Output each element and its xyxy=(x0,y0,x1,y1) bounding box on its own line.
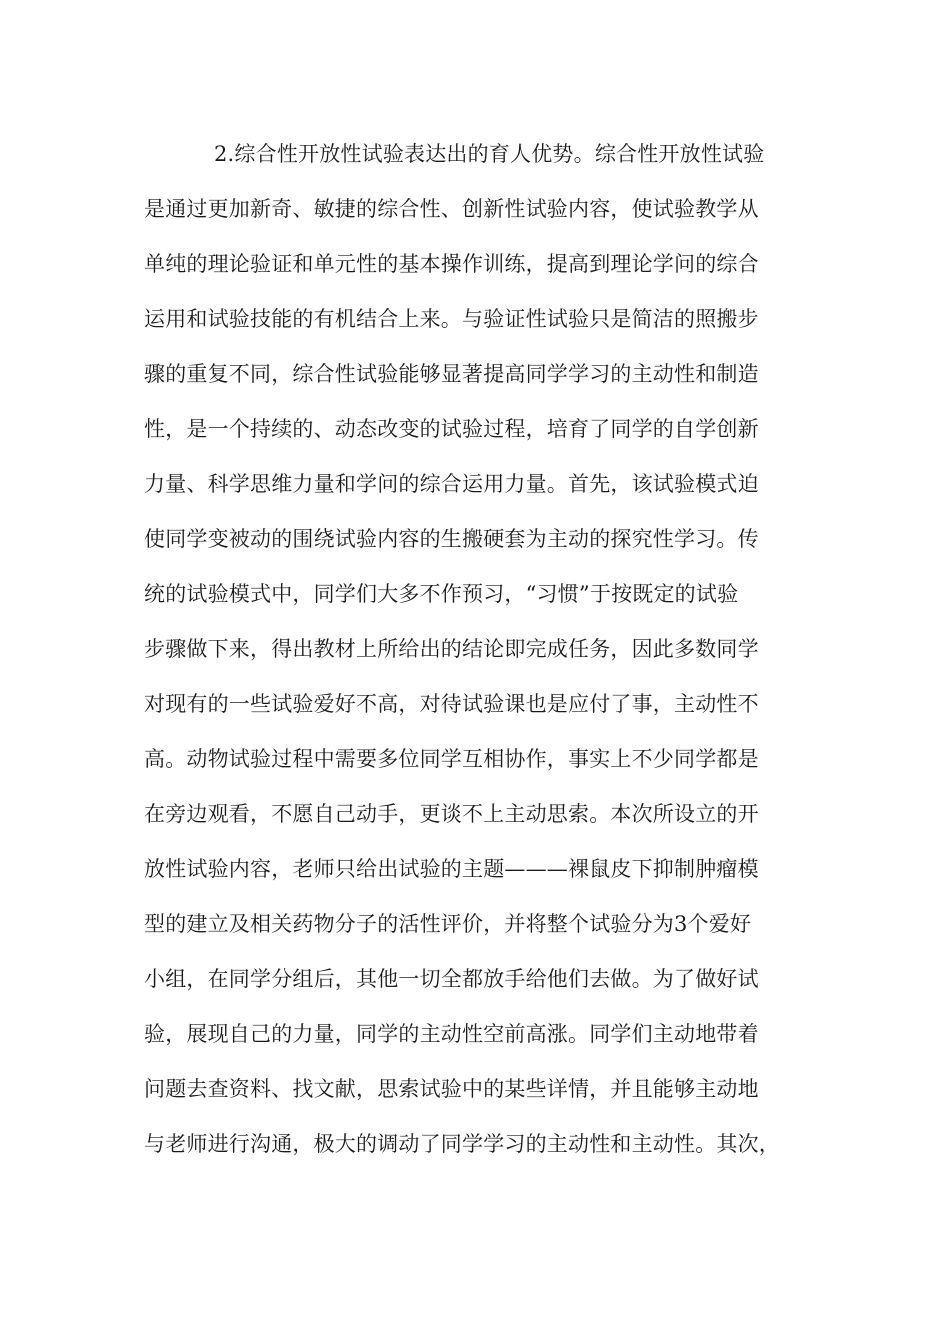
text-line: 单纯的理论验证和单元性的基本操作训练，提高到理论学问的综合 xyxy=(144,252,759,276)
text-line: 是通过更加新奇、敏捷的综合性、创新性试验内容，使试验教学从 xyxy=(144,197,759,221)
text-line: 与老师进行沟通，极大的调动了同学学习的主动性和主动性。其次， xyxy=(144,1132,780,1156)
text-line: 统的试验模式中，同学们大多不作预习，“习惯”于按既定的试验 xyxy=(144,582,739,606)
text-line: 力量、科学思维力量和学问的综合运用力量。首先，该试验模式迫 xyxy=(144,472,759,496)
text-line: 问题去查资料、找文献，思索试验中的某些详情，并且能够主动地 xyxy=(144,1077,759,1101)
text-line: 2.综合性开放性试验表达出的育人优势。综合性开放性试验 xyxy=(214,142,765,166)
text-line: 高。动物试验过程中需要多位同学互相协作，事实上不少同学都是 xyxy=(144,747,759,771)
text-line: 使同学变被动的围绕试验内容的生搬硬套为主动的探究性学习。传 xyxy=(144,527,759,551)
text-line: 放性试验内容，老师只给出试验的主题———裸鼠皮下抑制肿瘤模 xyxy=(144,857,759,881)
text-line: 性，是一个持续的、动态改变的试验过程，培育了同学的自学创新 xyxy=(144,417,759,441)
text-line: 在旁边观看，不愿自己动手，更谈不上主动思索。本次所设立的开 xyxy=(144,802,759,826)
text-line: 小组，在同学分组后，其他一切全都放手给他们去做。为了做好试 xyxy=(144,967,759,991)
text-line: 步骤做下来，得出教材上所给出的结论即完成任务，因此多数同学 xyxy=(144,637,759,661)
text-line: 骤的重复不同，综合性试验能够显著提高同学学习的主动性和制造 xyxy=(144,362,759,386)
text-line: 验，展现自己的力量，同学的主动性空前高涨。同学们主动地带着 xyxy=(144,1022,759,1046)
text-line: 对现有的一些试验爱好不高，对待试验课也是应付了事，主动性不 xyxy=(144,692,759,716)
text-line: 型的建立及相关药物分子的活性评价，并将整个试验分为3个爱好 xyxy=(144,912,752,936)
text-line: 运用和试验技能的有机结合上来。与验证性试验只是简洁的照搬步 xyxy=(144,307,759,331)
